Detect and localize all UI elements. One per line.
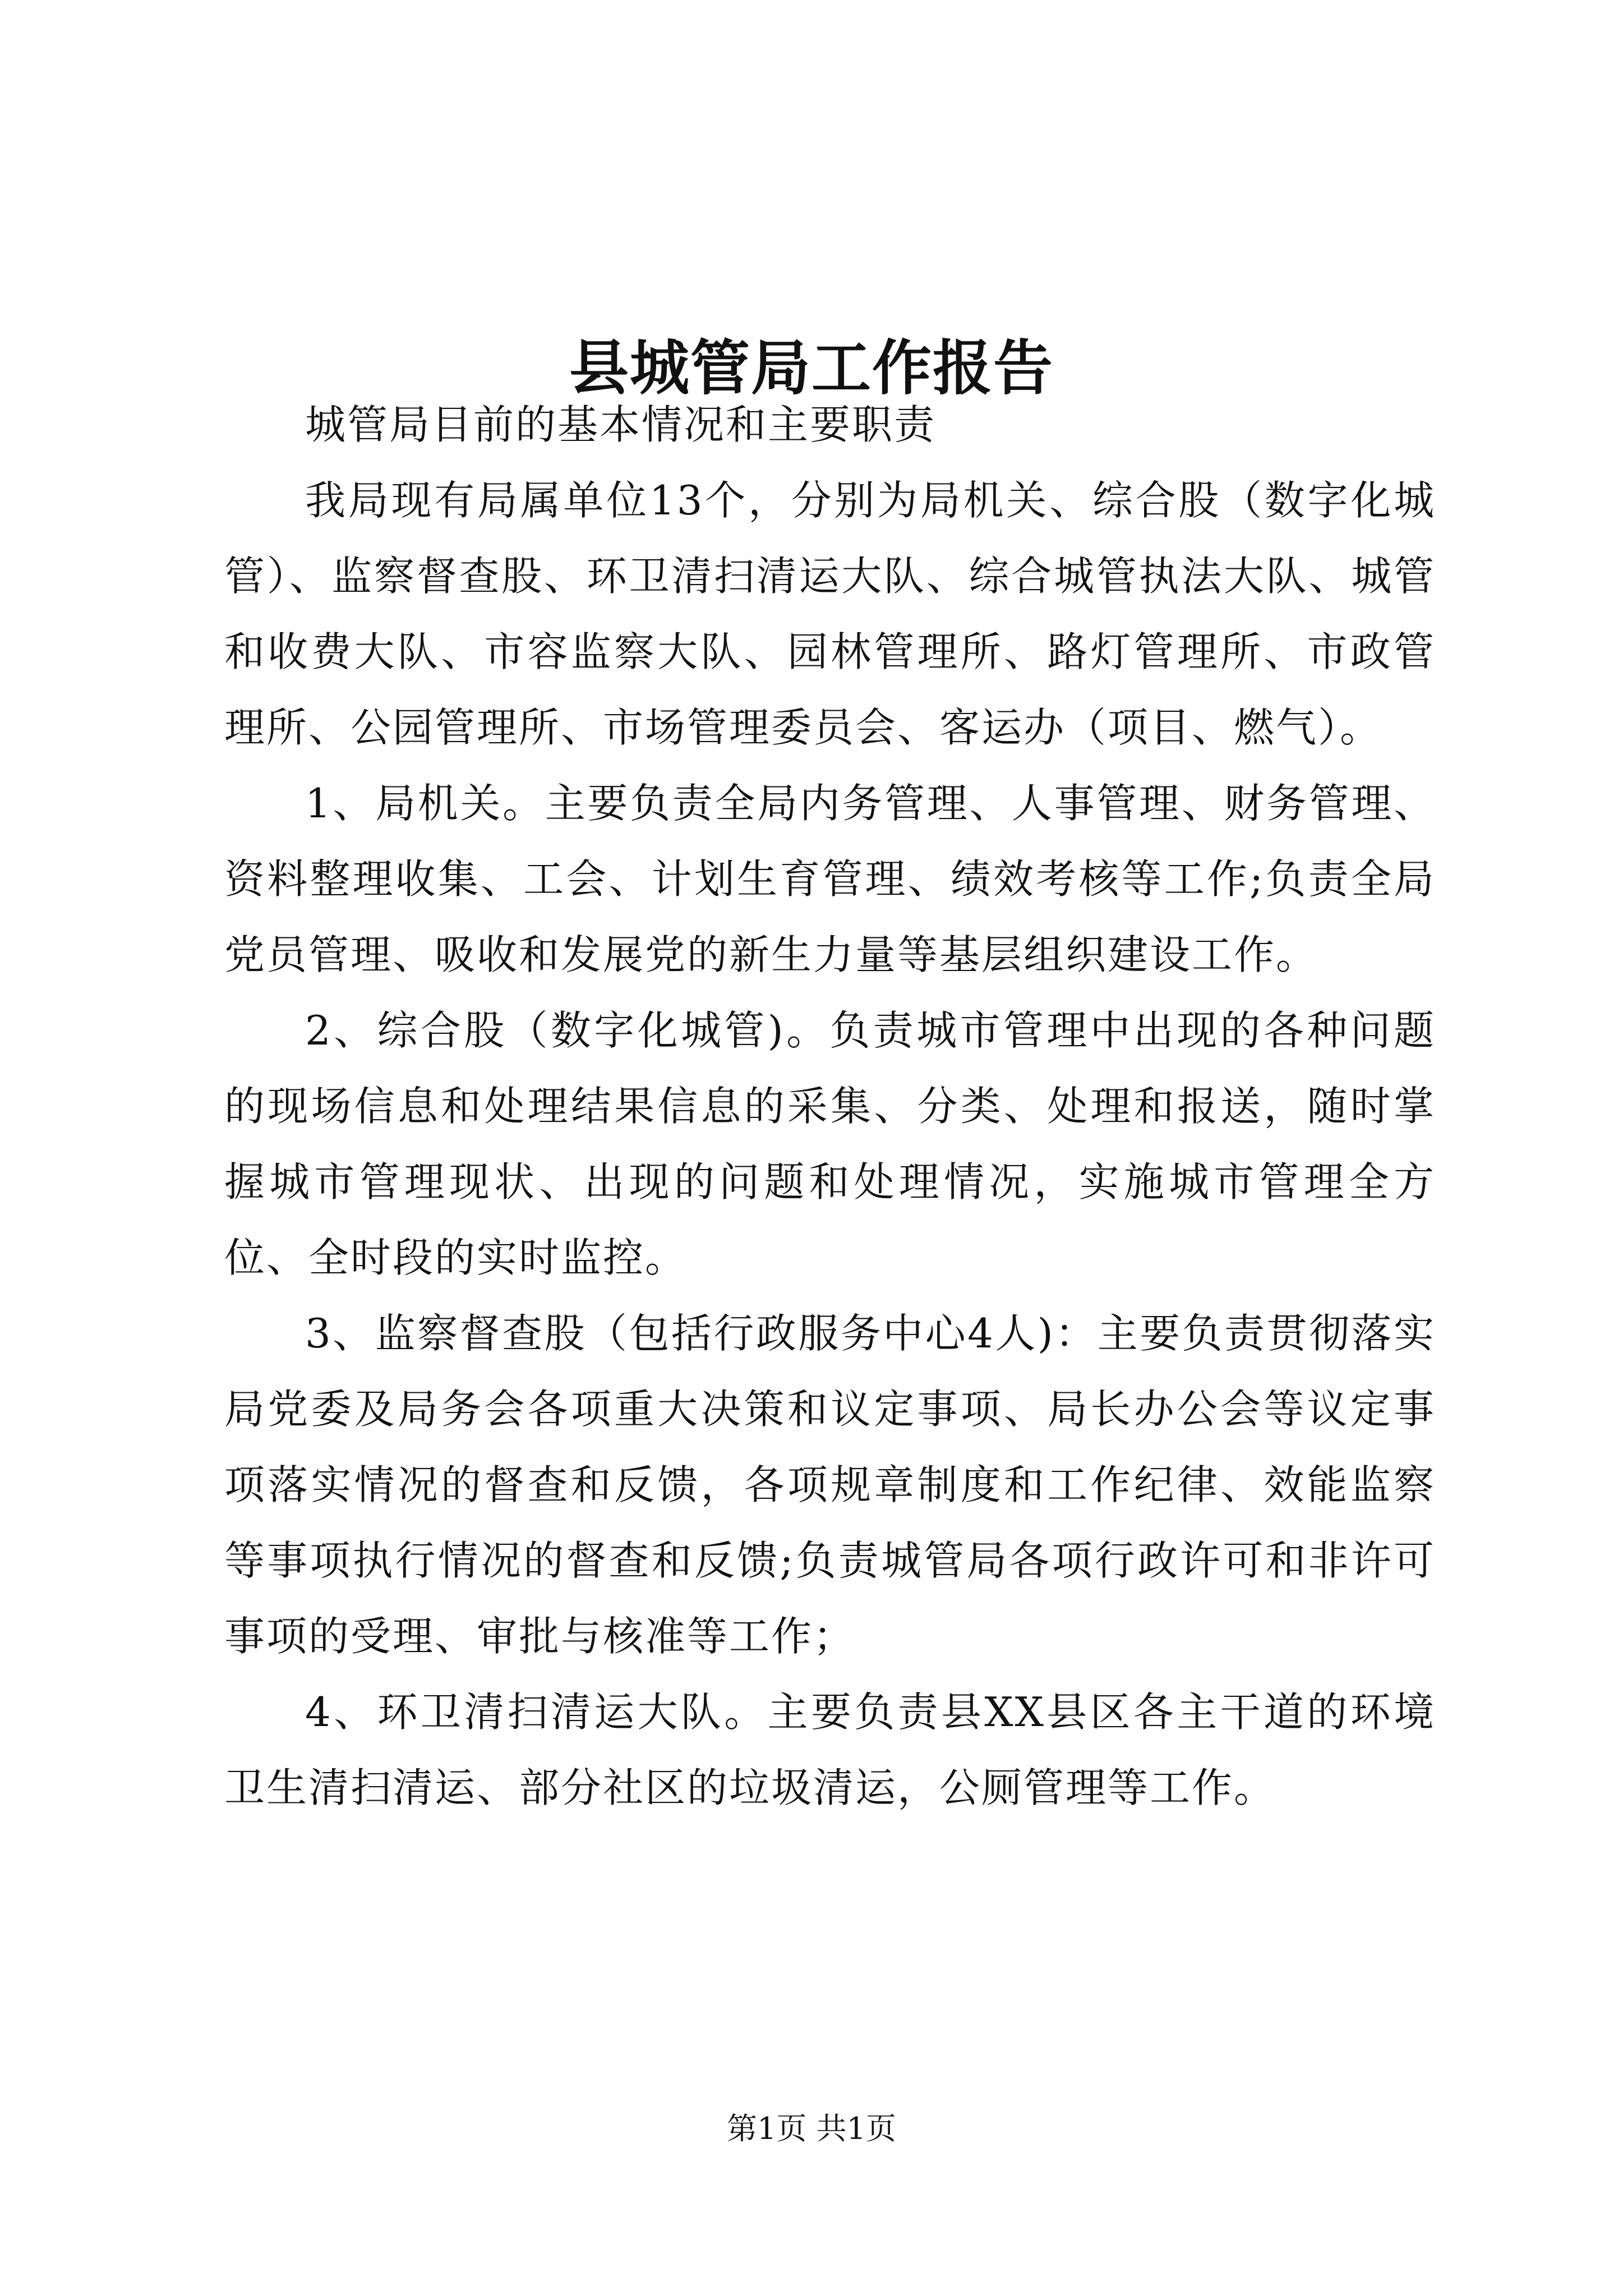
document-body [224,387,1436,1826]
paragraph-item-1: 1、局机关。主要负责全局内务管理、人事管理、财务管理、资料整理收集、工会、计划生育管理、绩效考核等工作;负责全局党员管理、吸收和发展党的新生力量等基层组织建设工作。 [224,780,1436,978]
paragraph-item-3: 3、监察督查股（包括行政服务中心4人)：主要负责贯彻落实局党委及局务会各项重大决策和议定事项、局长办公会等议定事项落实情况的督查和反馈，各项规章制度和工作纪律、效能监察等事项执行情况的督查和反馈;负责城管局各项行政许可和非许可事项的受理、审批与核准等工作； [224,1310,1436,1660]
page-number: 第1页 共1页 [727,2111,896,2146]
paragraph-item-2: 2、综合股（数字化城管)。负责城市管理中出现的各种问题的现场信息和处理结果信息的采集、分类、处理和报送，随时掌握城市管理现状、出现的问题和处理情况，实施城市管理全方位、全时段的实时监控。 [224,1007,1436,1281]
page-title: 县城管局工作报告 [569,333,1054,403]
section-heading: 城管局目前的基本情况和主要职责 [305,401,937,448]
paragraph-item-4: 4、环卫清扫清运大队。主要负责县XX县区各主干道的环境卫生清扫清运、部分社区的垃圾清运，公厕管理等工作。 [224,1688,1436,1811]
paragraph-units: 我局现有局属单位13个，分别为局机关、综合股（数字化城管）、监察督查股、环卫清扫清运大队、综合城管执法大队、城管和收费大队、市容监察大队、园林管理所、路灯管理所、市政管理所、公园管理所、市场管理委员会、客运办（项目、燃气）。 [224,477,1436,751]
